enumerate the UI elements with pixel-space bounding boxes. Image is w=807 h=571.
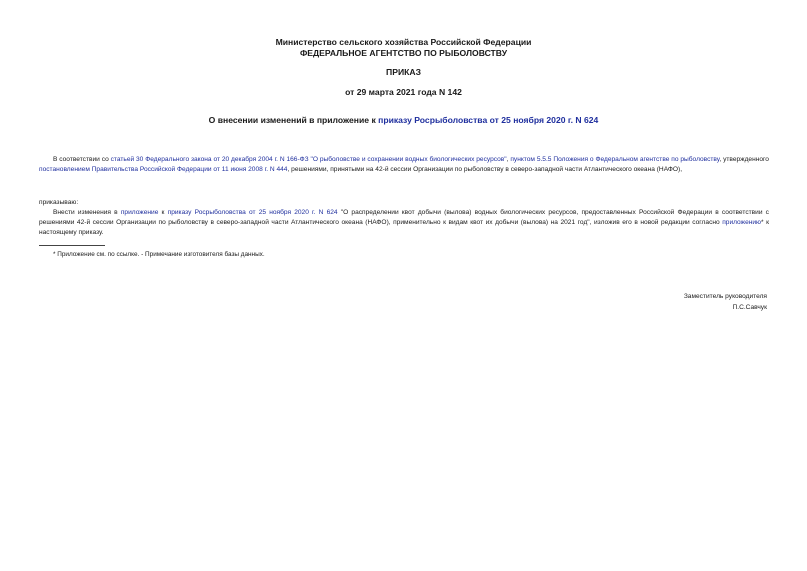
order-text-1: Внести изменения в <box>53 209 121 216</box>
signatory-name: П.С.Савчук <box>732 304 767 311</box>
order-text-3: "О распределении квот добычи (вылова) водных биологических ресурсов, предоставленных Российской Федерации в соответствии с решениями 42-й сессии Организации по рыболовству в северо-западной части Атлантического океана (НАФО), применительно к видам квот их добычи (вылова) на 2021 год", изложив его в новой редакции согласно <box>39 209 769 226</box>
order-text-4: * к настоящему приказу. <box>39 218 769 236</box>
agency-name: ФЕДЕРАЛЬНОЕ АГЕНТСТВО ПО РЫБОЛОВСТВУ <box>299 48 508 58</box>
order-word: приказываю: <box>39 199 79 206</box>
appendix-link[interactable]: приложение <box>120 209 159 216</box>
signature-block <box>684 291 767 313</box>
document-title <box>0 115 807 126</box>
footnote: * Приложение см. по ссылке. - Примечание изготовителя базы данных. <box>53 251 265 258</box>
preamble-text-3: , утвержденного <box>719 156 769 163</box>
order-624-link[interactable]: приказу Росрыболовства от 25 ноября 2020 г. N 624 <box>167 209 338 216</box>
preamble-text-1: В соответствии со <box>53 156 111 163</box>
signatory-position: Заместитель руководителя <box>683 293 767 300</box>
footnote-divider <box>39 245 105 246</box>
preamble-text-4: , решениями, принятыми на 42-й сессии Организации по рыболовству в северо-западной части Атлантического океана (НАФО), <box>287 165 683 173</box>
regulation-clause-link[interactable]: пунктом 5.5.5 Положения о Федеральном агентстве по рыболовству <box>510 156 720 163</box>
ministry-name: Министерство сельского хозяйства Российской Федерации <box>275 37 532 47</box>
title-prefix: О внесении изменений в приложение к <box>208 115 379 125</box>
government-decree-link[interactable]: постановлением Правительства Российской Федерации от 11 июня 2008 г. N 444 <box>39 165 288 173</box>
title-order-link[interactable]: приказу Росрыболовства от 25 ноября 2020 г. N 624 <box>378 115 599 125</box>
document-type: ПРИКАЗ <box>386 67 421 77</box>
document-date: от 29 марта 2021 года N 142 <box>345 87 462 97</box>
order-paragraph <box>39 208 769 237</box>
appendix-new-link[interactable]: приложению <box>722 218 762 226</box>
preamble-paragraph <box>39 155 769 175</box>
law-article-link[interactable]: статьей 30 Федерального закона от 20 декабря 2004 г. N 166-ФЗ "О рыболовстве и сохранении водных биологических ресурсов" <box>110 156 507 163</box>
order-text-2: к <box>158 209 168 216</box>
preamble-text-2: , <box>506 156 511 163</box>
